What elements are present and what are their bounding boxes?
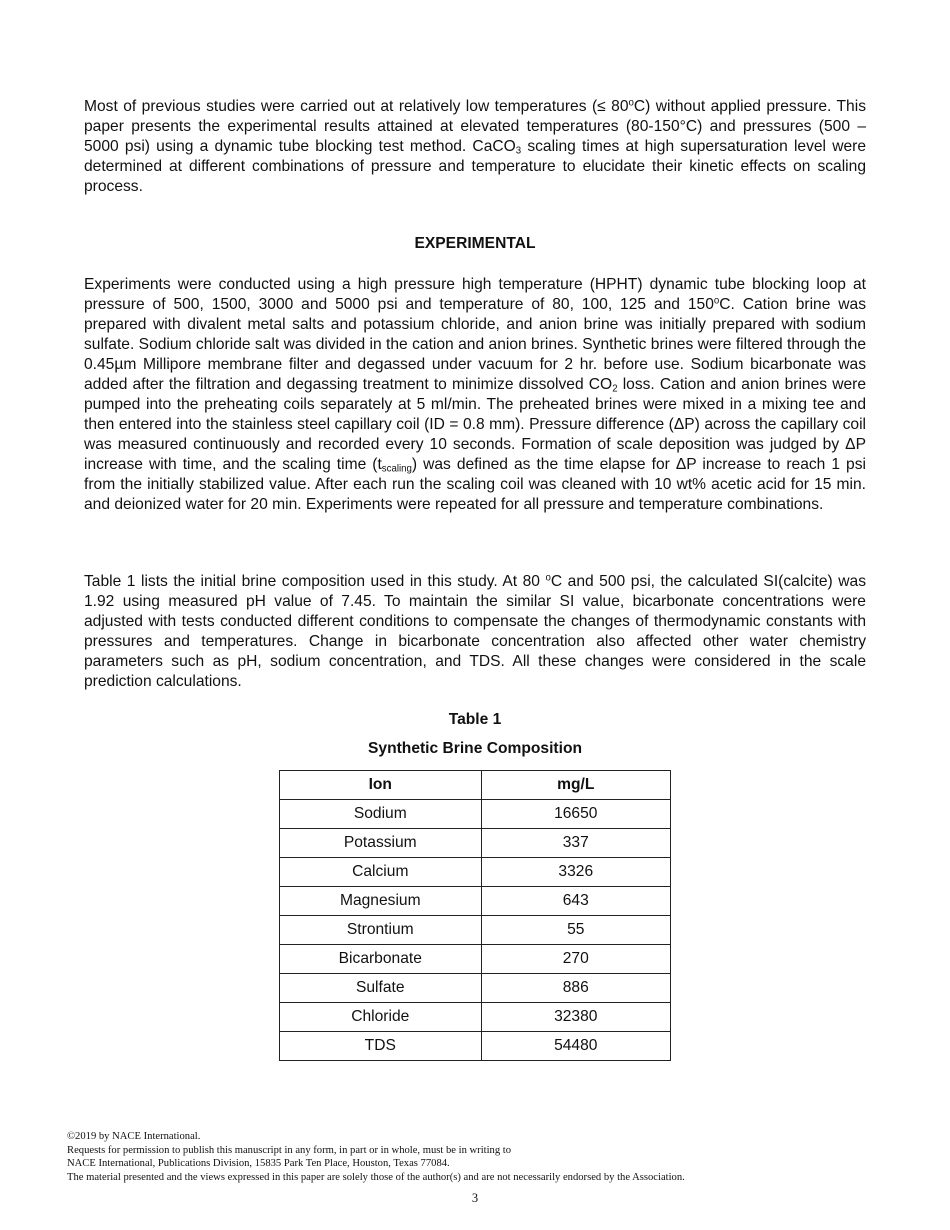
footer-line: NACE International, Publications Division, 15835 Park Ten Place, Houston, Texas 77084. [67,1158,450,1170]
value-cell: 3326 [481,858,670,887]
table-row [280,1032,671,1061]
brine-composition-paragraph: Table 1 lists the initial brine composition used in this study. At 80 $^o$C and 500 psi, the calculated SI(calcite) was 1.92 using measured pH value of 7.45. To maintain the similar SI value, bicarbonate concentrations were adjusted with tests conducted different conditions to compensate the changes of thermodynamic constants with pressures and temperatures. Change in bicarbonate concentration also affected other water chemistry parameters such as pH, sodium concentration, and TDS. All these changes were considered in the scale prediction calculations. [84,572,866,690]
table-row [280,1003,671,1032]
value-cell: 16650 [481,800,670,829]
value-cell: 270 [481,945,670,974]
ion-cell: Strontium [280,916,482,945]
ion-cell: Magnesium [280,887,482,916]
value-cell: 643 [481,887,670,916]
page-number: 3 [471,1191,479,1205]
value-cell: 54480 [481,1032,670,1061]
value-cell: 337 [481,829,670,858]
experimental-paragraph: Experiments were conducted using a high pressure high temperature (HPHT) dynamic tube blocking loop at pressure of 500, 1500, 3000 and 5000 psi and temperature of 80, 100, 125 and 150$^o$C. Cation brine was prepared with divalent metal salts and potassium chloride, and anion brine was initially prepared with sodium sulfate. Sodium chloride salt was divided in the cation and anion brines. Synthetic brines were filtered through the 0.45µm Millipore membrane filter and degassed under vacuum for 2 hr. before use. Sodium bicarbonate was added after the filtration and degassing treatment to minimize dissolved $CO_2$ loss. Cation and anion brines were pumped into the preheating coils separately at 5 ml/min. The preheated brines were mixed in a mixing tee and then entered into the stainless steel capillary coil (ID = 0.8 mm). Pressure difference (ΔP) across the capillary coil was measured continuously and recorded every 10 seconds. Formation of scale deposition was judged by ΔP increase with time, and the scaling time $(t_{scaling})$ was defined as the time elapse for ΔP increase to reach 1 psi from the initially stabilized value. After each run the scaling coil was cleaned with 10 wt% acetic acid for 15 min. and deionized water for 20 min. Experiments were repeated for all pressure and temperature combinations. [84,276,867,513]
intro-paragraph: Most of previous studies were carried out at relatively low temperatures (≤ $80^oC$) without applied pressure. This paper presents the experimental results attained at elevated temperatures (80-150°C) and pressures (500 – 5000 psi) using a dynamic tube blocking test method. CaCO$_3$ scaling times at high supersaturation level were determined at different combinations of pressure and temperature to elucidate their kinetic effects on scaling process. [84,97,866,195]
table-row [280,887,671,916]
ion-cell: TDS [280,1032,482,1061]
value-cell: 32380 [481,1003,670,1032]
header-concentration: mg/L [481,771,670,800]
table-title: Synthetic Brine Composition [368,740,582,757]
ion-cell: Sulfate [280,974,482,1003]
table-row [280,974,671,1003]
ion-cell: Sodium [280,800,482,829]
footer-line: The material presented and the views expressed in this paper are solely those of the author(s) and are not necessarily endorsed by the Association. [67,1171,685,1183]
ion-cell: Potassium [280,829,482,858]
table-number: Table 1 [448,711,502,728]
footer-line: ©2019 by NACE International. [67,1131,201,1142]
table-row [280,829,671,858]
table-row [280,945,671,974]
ion-cell: Calcium [280,858,482,887]
footer-line: Requests for permission to publish this manuscript in any form, in part or in whole, must be in writing to [67,1144,512,1156]
ion-cell: Bicarbonate [280,945,482,974]
value-cell: 886 [481,974,670,1003]
table-header-row [280,771,671,800]
table-row [280,858,671,887]
header-ion: Ion [280,771,482,800]
value-cell: 55 [481,916,670,945]
ion-cell: Chloride [280,1003,482,1032]
table-row [280,916,671,945]
table-row [280,800,671,829]
section-heading-experimental: EXPERIMENTAL [414,235,536,252]
copyright-footer [67,1130,887,1184]
brine-composition-table [279,770,671,1061]
